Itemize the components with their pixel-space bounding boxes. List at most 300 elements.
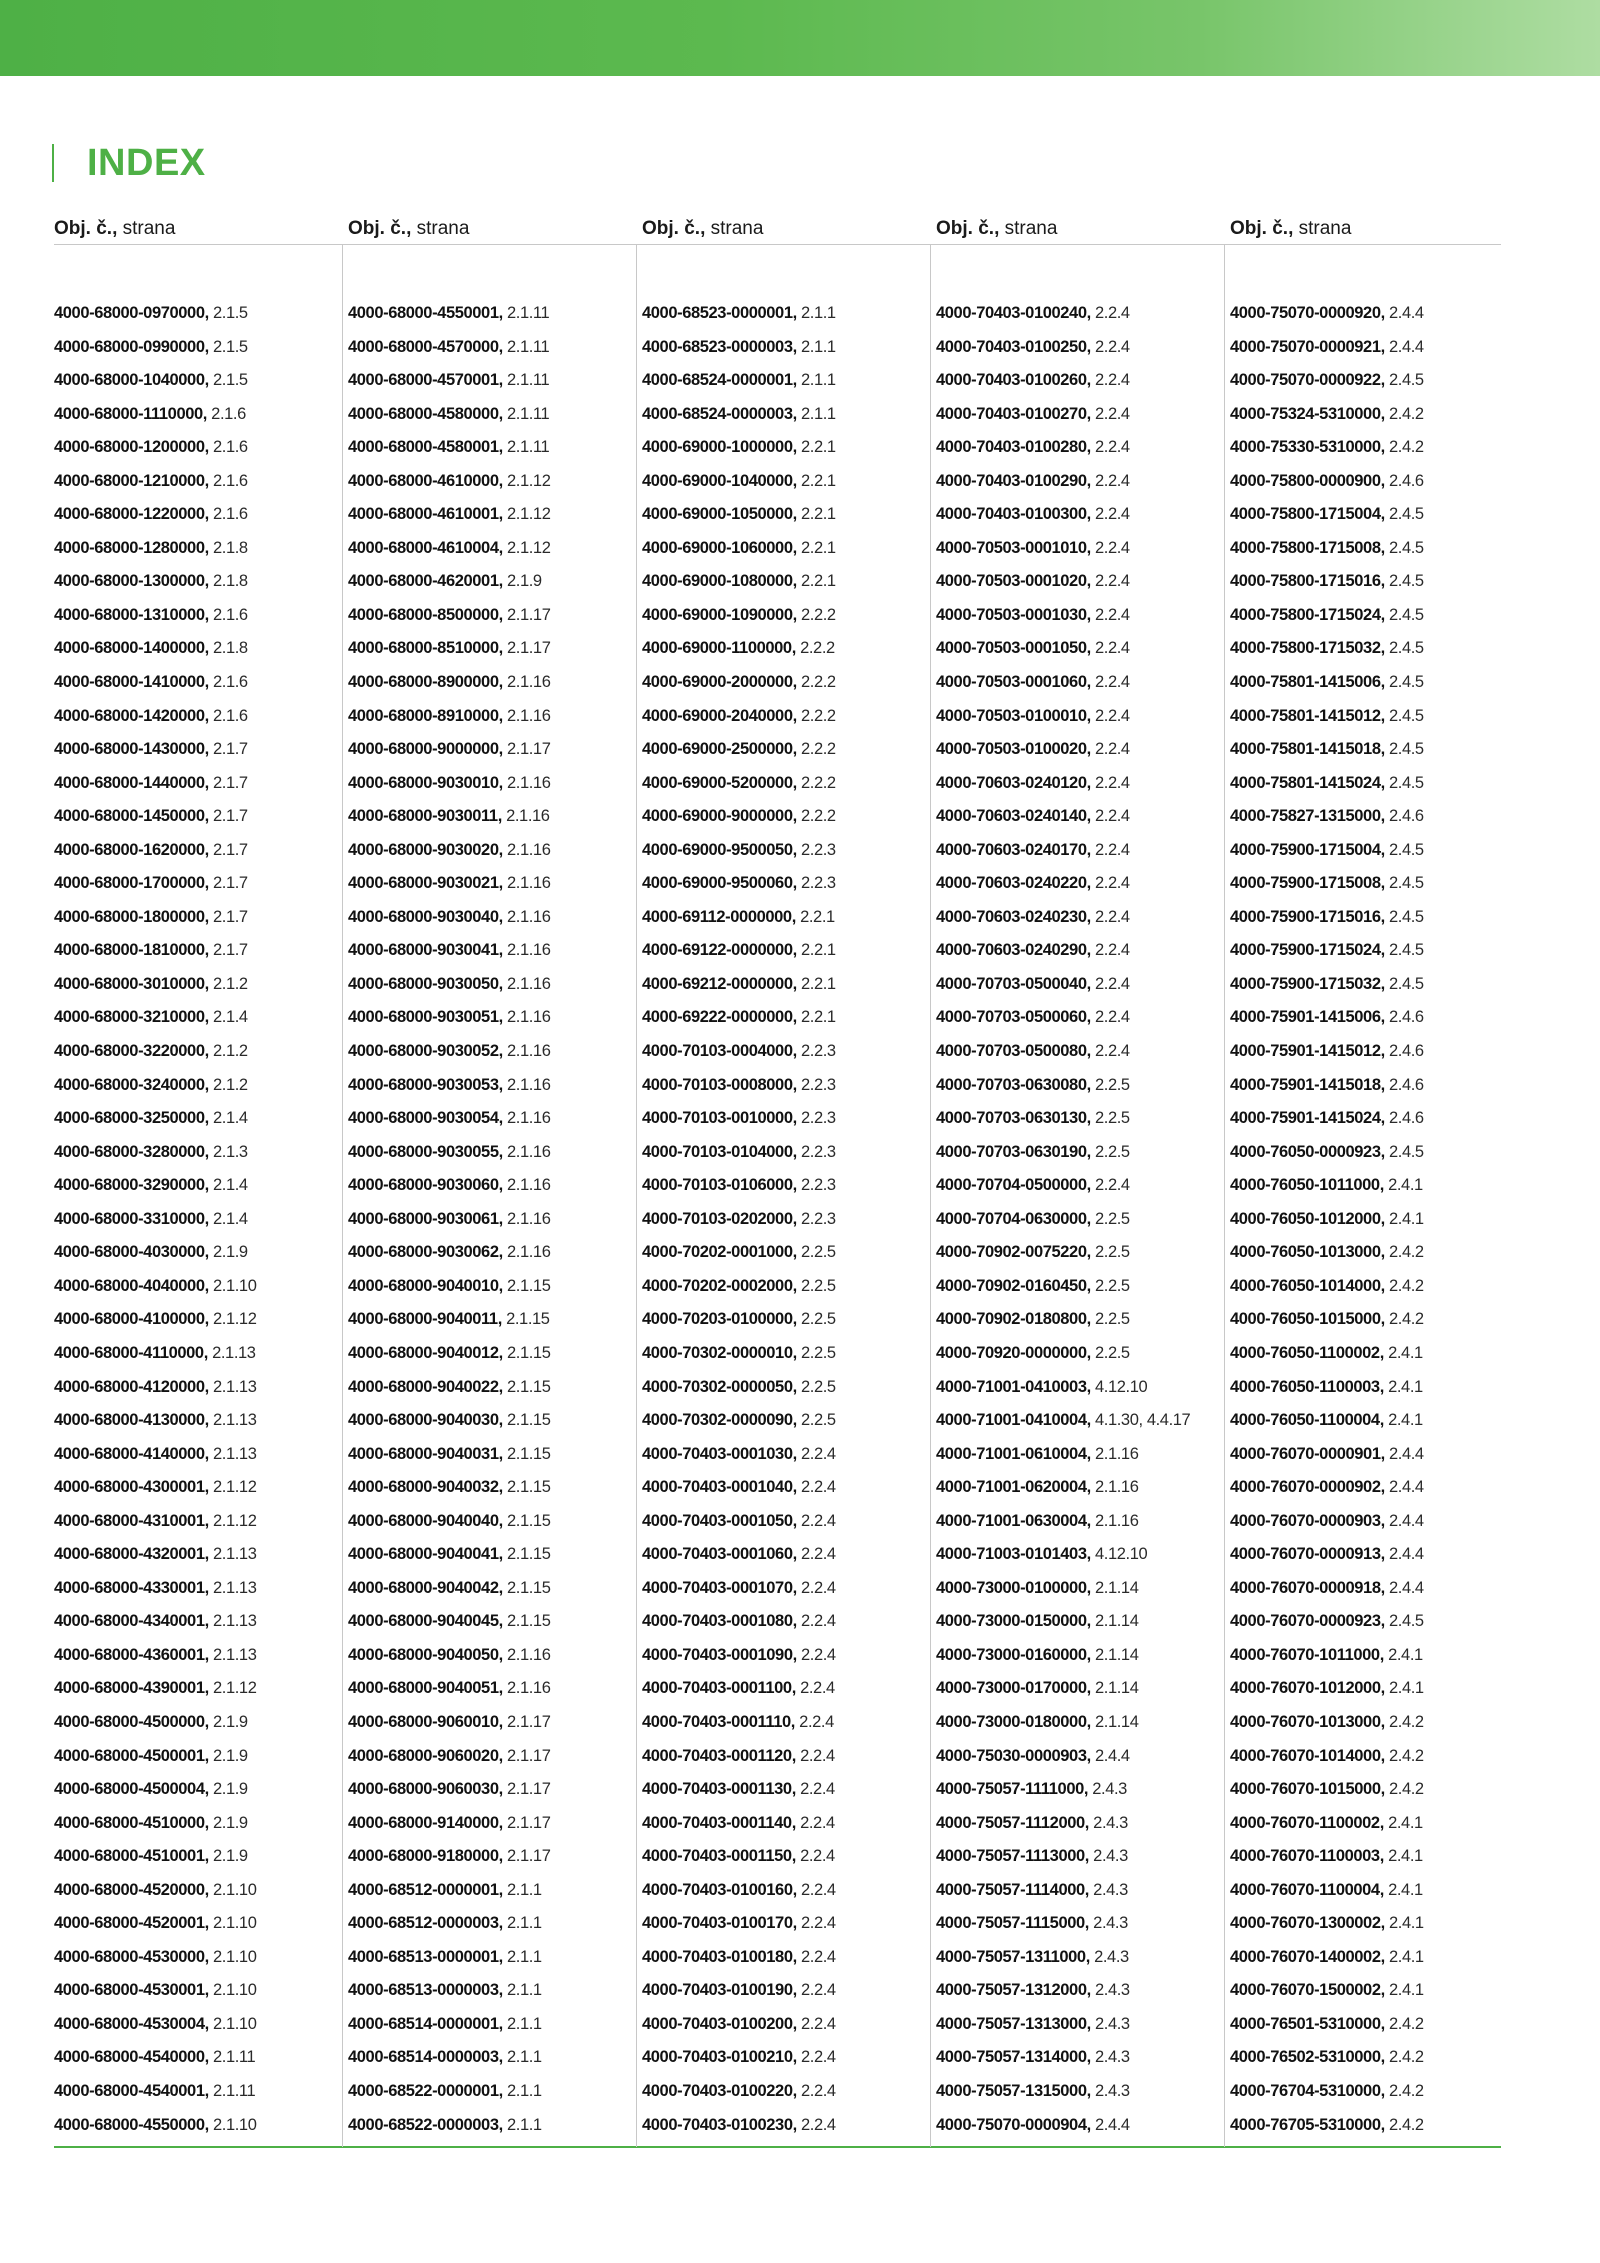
page-reference: 2.1.12 — [507, 471, 551, 490]
entry-separator: , — [498, 438, 507, 457]
part-number: 4000-68000-4570000 — [348, 337, 499, 356]
entry-separator: , — [498, 1377, 507, 1396]
part-number: 4000-68000-9040045 — [348, 1612, 499, 1631]
entry-separator: , — [1380, 471, 1389, 490]
index-entry — [348, 1035, 550, 1069]
entry-separator: , — [498, 1209, 507, 1228]
page-reference: 2.1.6 — [211, 404, 246, 423]
entry-separator: , — [1086, 1712, 1095, 1731]
part-number: 4000-70203-0100000 — [642, 1310, 793, 1329]
page-reference: 2.1.10 — [213, 1947, 257, 1966]
part-number: 4000-76050-1012000 — [1230, 1209, 1381, 1228]
entry-separator: , — [204, 1075, 213, 1094]
entry-separator: , — [204, 1947, 213, 1966]
column-header — [348, 214, 642, 244]
entry-separator: , — [1380, 1947, 1389, 1966]
index-entry — [642, 666, 836, 700]
part-number: 4000-73000-0170000 — [936, 1679, 1087, 1698]
entry-separator: , — [792, 1310, 801, 1329]
page-reference: 2.1.9 — [213, 1813, 248, 1832]
index-entry — [1230, 2109, 1424, 2143]
part-number: 4000-75900-1715004 — [1230, 840, 1381, 859]
entry-separator: , — [1380, 1142, 1389, 1161]
part-number: 4000-75800-1715004 — [1230, 505, 1381, 524]
page-reference: 2.4.1 — [1388, 1411, 1423, 1430]
index-entry — [642, 1337, 836, 1371]
index-entry — [54, 666, 256, 700]
entry-separator: , — [1084, 1813, 1094, 1832]
page-reference: 2.1.2 — [213, 1075, 248, 1094]
entry-separator: , — [792, 471, 801, 490]
page-reference: 2.1.9 — [213, 1712, 248, 1731]
entry-separator: , — [1380, 1780, 1389, 1799]
page-reference: 2.2.4 — [1095, 371, 1130, 390]
page-reference: 2.2.5 — [1095, 1310, 1130, 1329]
index-entry — [348, 1706, 550, 1740]
index-entry — [54, 968, 256, 1002]
page-reference: 2.2.4 — [801, 1444, 836, 1463]
entry-separator: , — [1086, 1612, 1095, 1631]
entry-separator: , — [792, 1578, 801, 1597]
part-number: 4000-73000-0160000 — [936, 1645, 1087, 1664]
entry-separator: , — [498, 2115, 507, 2134]
index-entry — [936, 1169, 1190, 1203]
entry-separator: , — [1086, 1276, 1095, 1295]
page-reference: 2.4.1 — [1388, 1645, 1423, 1664]
entry-separator: , — [792, 1142, 801, 1161]
index-entry — [54, 1605, 256, 1639]
part-number: 4000-68000-9040050 — [348, 1645, 499, 1664]
page-reference: 2.4.4 — [1389, 304, 1424, 322]
column-header-suffix: strana — [1293, 218, 1352, 239]
part-number: 4000-68000-9030061 — [348, 1209, 499, 1228]
page-reference: 2.1.9 — [213, 1746, 248, 1765]
entry-separator: , — [792, 807, 801, 826]
entry-separator: , — [1084, 1914, 1094, 1933]
part-number: 4000-70403-0100290 — [936, 471, 1087, 490]
page-reference: 2.1.16 — [507, 1008, 551, 1027]
page-reference: 2.1.16 — [507, 941, 551, 960]
entry-separator: , — [1083, 1780, 1093, 1799]
entry-separator: , — [1380, 538, 1389, 557]
entry-separator: , — [792, 572, 801, 591]
page-reference: 2.2.2 — [801, 740, 836, 759]
index-entry — [1230, 1136, 1424, 1170]
index-entry — [348, 1807, 550, 1841]
entry-separator: , — [1380, 1545, 1389, 1564]
page-reference: 2.4.2 — [1389, 2048, 1424, 2067]
part-number: 4000-68000-4520001 — [54, 1914, 205, 1933]
part-number: 4000-70703-0630080 — [936, 1075, 1087, 1094]
part-number: 4000-75057-1315000 — [936, 2081, 1087, 2100]
part-number: 4000-68000-3220000 — [54, 1042, 205, 1061]
part-number: 4000-70902-0180800 — [936, 1310, 1087, 1329]
part-number: 4000-70403-0001120 — [642, 1746, 792, 1765]
index-entry — [1230, 1840, 1424, 1874]
page-reference: 2.1.10 — [213, 2014, 257, 2033]
index-entry — [1230, 1505, 1424, 1539]
page-reference: 2.1.16 — [507, 840, 551, 859]
page-reference: 2.2.4 — [1095, 471, 1130, 490]
index-entry — [348, 431, 550, 465]
index-entry — [1230, 1438, 1424, 1472]
entry-separator: , — [792, 941, 801, 960]
index-entry — [642, 1974, 836, 2008]
page-reference: 2.4.3 — [1094, 1947, 1129, 1966]
entry-separator: , — [204, 773, 213, 792]
entry-separator: , — [204, 438, 213, 457]
column-header-suffix: strana — [411, 218, 470, 239]
entry-separator: , — [1379, 1411, 1389, 1430]
page-reference: 2.4.6 — [1389, 471, 1424, 490]
part-number: 4000-70403-0100300 — [936, 505, 1087, 524]
index-entry — [1230, 1907, 1424, 1941]
entry-separator: , — [1086, 1008, 1095, 1027]
entry-separator: , — [792, 1276, 801, 1295]
index-entry — [348, 2075, 550, 2109]
entry-separator: , — [1380, 1042, 1389, 1061]
page-reference: 2.4.3 — [1095, 2081, 1130, 2100]
index-entry — [936, 1236, 1190, 1270]
page-reference: 2.2.4 — [1095, 304, 1130, 322]
index-entry — [642, 1471, 836, 1505]
index-entry — [642, 1136, 836, 1170]
page-reference: 2.1.16 — [507, 974, 551, 993]
entry-separator: , — [1084, 1880, 1094, 1899]
index-heading — [52, 143, 206, 183]
part-number: 4000-75801-1415012 — [1230, 706, 1381, 725]
part-number: 4000-68000-4580001 — [348, 438, 499, 457]
page-reference: 2.2.5 — [1095, 1209, 1130, 1228]
entry-separator: , — [791, 1679, 801, 1698]
index-entry — [54, 297, 256, 331]
page-reference: 2.4.6 — [1389, 1008, 1424, 1027]
page-reference: 2.1.15 — [507, 1411, 551, 1430]
page-reference: 2.4.4 — [1389, 1545, 1424, 1564]
index-entry — [642, 1371, 836, 1405]
index-entry — [54, 1404, 256, 1438]
page-reference: 2.4.2 — [1389, 2115, 1424, 2134]
part-number: 4000-75057-1112000 — [936, 1813, 1085, 1832]
page-reference: 2.2.4 — [801, 2081, 836, 2100]
index-entry — [1230, 1471, 1424, 1505]
entry-separator: , — [1380, 639, 1389, 658]
page-reference: 2.2.5 — [1095, 1343, 1130, 1362]
page-reference: 2.4.4 — [1389, 1578, 1424, 1597]
index-entry — [54, 2109, 256, 2143]
page-reference: 2.4.1 — [1388, 1847, 1423, 1866]
part-number: 4000-68000-9030060 — [348, 1176, 499, 1195]
page-reference: 2.4.5 — [1389, 639, 1424, 658]
entry-separator: , — [1380, 2014, 1389, 2033]
index-entry — [348, 297, 550, 331]
part-number: 4000-71001-0610004 — [936, 1444, 1087, 1463]
column-header — [936, 214, 1230, 244]
page-reference: 2.2.2 — [801, 773, 836, 792]
page-reference: 2.1.14 — [1095, 1578, 1139, 1597]
index-entry — [936, 1639, 1190, 1673]
part-number: 4000-69000-1050000 — [642, 505, 793, 524]
entry-separator: , — [1380, 1679, 1389, 1698]
index-entry — [936, 331, 1190, 365]
column-divider — [342, 244, 343, 2147]
index-entry — [1230, 1236, 1424, 1270]
page-reference: 2.4.2 — [1389, 1276, 1424, 1295]
page-reference: 2.1.2 — [213, 974, 248, 993]
entry-separator: , — [792, 1109, 801, 1128]
page-reference: 2.1.11 — [507, 371, 550, 390]
index-entry — [1230, 364, 1424, 398]
entry-separator: , — [204, 1578, 213, 1597]
entry-separator: , — [498, 471, 507, 490]
entry-separator: , — [792, 1511, 801, 1530]
index-entry — [348, 1773, 550, 1807]
entry-separator: , — [204, 2115, 213, 2134]
page-reference: 2.1.16 — [507, 907, 551, 926]
part-number: 4000-68000-4330001 — [54, 1578, 205, 1597]
index-entry — [348, 901, 550, 935]
page-reference: 2.2.4 — [800, 1780, 835, 1799]
entry-separator: , — [204, 1243, 213, 1262]
page-reference: 2.4.3 — [1095, 2048, 1130, 2067]
page-reference: 2.2.4 — [801, 1545, 836, 1564]
part-number: 4000-68000-4110000 — [54, 1343, 204, 1362]
entry-separator: , — [792, 2014, 801, 2033]
entry-separator: , — [204, 2014, 213, 2033]
index-entry — [54, 1303, 256, 1337]
entry-separator: , — [1086, 1209, 1095, 1228]
index-entry — [54, 565, 256, 599]
entry-separator: , — [792, 740, 801, 759]
index-entry — [348, 1740, 550, 1774]
page-reference: 2.2.4 — [1095, 807, 1130, 826]
page-reference: 2.2.5 — [801, 1377, 836, 1396]
index-entry — [348, 1639, 550, 1673]
entry-separator: , — [204, 1142, 213, 1161]
part-number: 4000-68000-3210000 — [54, 1008, 205, 1027]
index-entry — [348, 1303, 550, 1337]
page-reference: 2.1.9 — [213, 1847, 248, 1866]
page-reference: 2.2.5 — [1095, 1109, 1130, 1128]
page-reference: 2.1.6 — [213, 471, 248, 490]
part-number: 4000-69000-1090000 — [642, 605, 793, 624]
part-number: 4000-76070-1011000 — [1230, 1645, 1380, 1664]
index-entry — [936, 297, 1190, 331]
page-reference: 2.1.7 — [213, 907, 248, 926]
part-number: 4000-68000-1430000 — [54, 740, 205, 759]
entry-separator: , — [204, 1847, 213, 1866]
page-reference: 2.2.4 — [801, 1981, 836, 2000]
page-reference: 2.4.1 — [1388, 1176, 1423, 1195]
index-entry — [1230, 1572, 1424, 1606]
page-reference: 2.2.4 — [1095, 874, 1130, 893]
index-entry — [1230, 465, 1424, 499]
entry-separator: , — [1380, 2048, 1389, 2067]
entry-separator: , — [204, 1914, 213, 1933]
page-reference: 2.2.4 — [1095, 572, 1130, 591]
index-entry — [936, 1505, 1190, 1539]
part-number: 4000-70704-0630000 — [936, 1209, 1087, 1228]
entry-separator: , — [498, 1444, 507, 1463]
entry-separator: , — [1380, 1109, 1389, 1128]
page-reference: 2.1.13 — [213, 1444, 257, 1463]
page-reference: 2.1.1 — [507, 2081, 542, 2100]
part-number: 4000-75901-1415018 — [1230, 1075, 1381, 1094]
entry-separator: , — [204, 1008, 213, 1027]
entry-separator: , — [792, 1478, 801, 1497]
part-number: 4000-69000-2000000 — [642, 673, 793, 692]
part-number: 4000-68000-4500000 — [54, 1712, 205, 1731]
index-entry — [54, 1907, 256, 1941]
index-entry — [348, 1203, 550, 1237]
index-entry — [348, 1840, 550, 1874]
entry-separator: , — [1086, 1310, 1095, 1329]
part-number: 4000-71003-0101403 — [936, 1545, 1087, 1564]
index-entry — [54, 599, 256, 633]
index-entry — [936, 398, 1190, 432]
part-number: 4000-75057-1115000 — [936, 1914, 1085, 1933]
part-number: 4000-68000-9030021 — [348, 874, 499, 893]
entry-separator: , — [1380, 304, 1389, 322]
page-reference: 2.1.12 — [213, 1511, 257, 1530]
part-number: 4000-70503-0100020 — [936, 740, 1087, 759]
page-reference: 2.2.1 — [801, 941, 836, 960]
entry-separator: , — [204, 304, 213, 322]
index-entry — [54, 532, 256, 566]
index-entry — [348, 2008, 550, 2042]
index-entry — [1230, 834, 1424, 868]
entry-separator: , — [1379, 1645, 1389, 1664]
index-entry — [642, 1773, 836, 1807]
part-number: 4000-70403-0001100 — [642, 1679, 792, 1698]
page-reference: 2.2.2 — [801, 807, 836, 826]
entry-separator: , — [498, 1880, 507, 1899]
entry-separator: , — [1379, 1176, 1389, 1195]
part-number: 4000-68000-9060020 — [348, 1746, 499, 1765]
page-reference: 2.1.16 — [507, 1679, 551, 1698]
entry-separator: , — [792, 773, 801, 792]
index-entry — [1230, 1303, 1424, 1337]
entry-separator: , — [204, 1276, 213, 1295]
part-number: 4000-70403-0100240 — [936, 304, 1087, 322]
page-reference: 2.2.1 — [801, 471, 836, 490]
part-number: 4000-68000-4310001 — [54, 1511, 205, 1530]
page-reference: 2.1.16 — [507, 874, 551, 893]
index-entry — [936, 834, 1190, 868]
index-entry — [54, 1840, 256, 1874]
entry-separator: , — [498, 740, 507, 759]
page-reference: 2.1.8 — [213, 572, 248, 591]
page-reference: 2.4.1 — [1389, 1679, 1424, 1698]
index-entry — [936, 1001, 1190, 1035]
page-reference: 2.1.1 — [801, 337, 836, 356]
part-number: 4000-68523-0000001 — [642, 304, 793, 322]
entry-separator: , — [1086, 1981, 1095, 2000]
part-number: 4000-75800-1715016 — [1230, 572, 1381, 591]
index-entry — [936, 1303, 1190, 1337]
entry-separator: , — [792, 2048, 801, 2067]
entry-separator: , — [1380, 337, 1389, 356]
column-header-label: Obj. č., — [1230, 218, 1294, 239]
page-reference: 2.4.2 — [1389, 1310, 1424, 1329]
part-number: 4000-70403-0001140 — [642, 1813, 792, 1832]
page-reference: 2.4.1 — [1388, 1343, 1423, 1362]
entry-separator: , — [1380, 1209, 1389, 1228]
part-number: 4000-70403-0001090 — [642, 1645, 793, 1664]
entry-separator: , — [792, 1981, 801, 2000]
index-entry — [642, 1069, 836, 1103]
part-number: 4000-68000-4120000 — [54, 1377, 205, 1396]
part-number: 4000-68000-4130000 — [54, 1411, 205, 1430]
part-number: 4000-70703-0500040 — [936, 974, 1087, 993]
page-reference: 2.1.13 — [213, 1645, 257, 1664]
entry-separator: , — [1086, 2081, 1095, 2100]
page-reference: 2.4.3 — [1093, 1914, 1128, 1933]
entry-separator: , — [202, 404, 212, 423]
part-number: 4000-76070-1400002 — [1230, 1947, 1381, 1966]
entry-separator: , — [792, 1411, 801, 1430]
index-entry — [1230, 632, 1424, 666]
index-entry — [936, 767, 1190, 801]
index-entry — [1230, 565, 1424, 599]
page-reference: 2.1.17 — [507, 1780, 551, 1799]
index-entry — [54, 1807, 256, 1841]
index-entry — [1230, 867, 1424, 901]
entry-separator: , — [498, 337, 507, 356]
part-number: 4000-70403-0001130 — [642, 1780, 792, 1799]
entry-separator: , — [792, 304, 801, 322]
page-reference: 2.4.5 — [1389, 673, 1424, 692]
index-entry — [1230, 1337, 1424, 1371]
index-entry — [642, 867, 836, 901]
part-number: 4000-68000-4530004 — [54, 2014, 205, 2033]
entry-separator: , — [204, 874, 213, 893]
entry-separator: , — [1086, 605, 1095, 624]
entry-separator: , — [498, 2048, 507, 2067]
entry-separator: , — [792, 605, 801, 624]
index-entry — [1230, 1404, 1424, 1438]
part-number: 4000-71001-0410004 — [936, 1411, 1087, 1430]
part-number: 4000-70103-0202000 — [642, 1209, 793, 1228]
index-entry — [54, 2041, 256, 2075]
entry-separator: , — [792, 1914, 801, 1933]
part-number: 4000-70403-0100210 — [642, 2048, 793, 2067]
index-entry — [642, 498, 836, 532]
part-number: 4000-68000-8500000 — [348, 605, 499, 624]
entry-separator: , — [1086, 371, 1095, 390]
entry-separator: , — [1086, 505, 1095, 524]
index-entry — [642, 532, 836, 566]
part-number: 4000-69212-0000000 — [642, 974, 793, 993]
index-entry — [642, 1303, 836, 1337]
page-reference: 2.4.5 — [1389, 371, 1424, 390]
page-reference: 2.2.4 — [800, 1813, 835, 1832]
page-reference: 2.1.16 — [507, 1075, 551, 1094]
column-divider — [930, 244, 931, 2147]
entry-separator: , — [792, 1343, 801, 1362]
index-entry — [348, 1605, 550, 1639]
page-reference: 2.4.4 — [1389, 1478, 1424, 1497]
index-entry — [642, 364, 836, 398]
part-number: 4000-68000-4520000 — [54, 1880, 205, 1899]
part-number: 4000-76705-5310000 — [1230, 2115, 1381, 2134]
entry-separator: , — [498, 1176, 507, 1195]
part-number: 4000-68000-1220000 — [54, 505, 205, 524]
part-number: 4000-68000-3250000 — [54, 1109, 205, 1128]
index-entry — [936, 1840, 1190, 1874]
part-number: 4000-70403-0001080 — [642, 1612, 793, 1631]
page-reference: 2.1.16 — [507, 1209, 551, 1228]
